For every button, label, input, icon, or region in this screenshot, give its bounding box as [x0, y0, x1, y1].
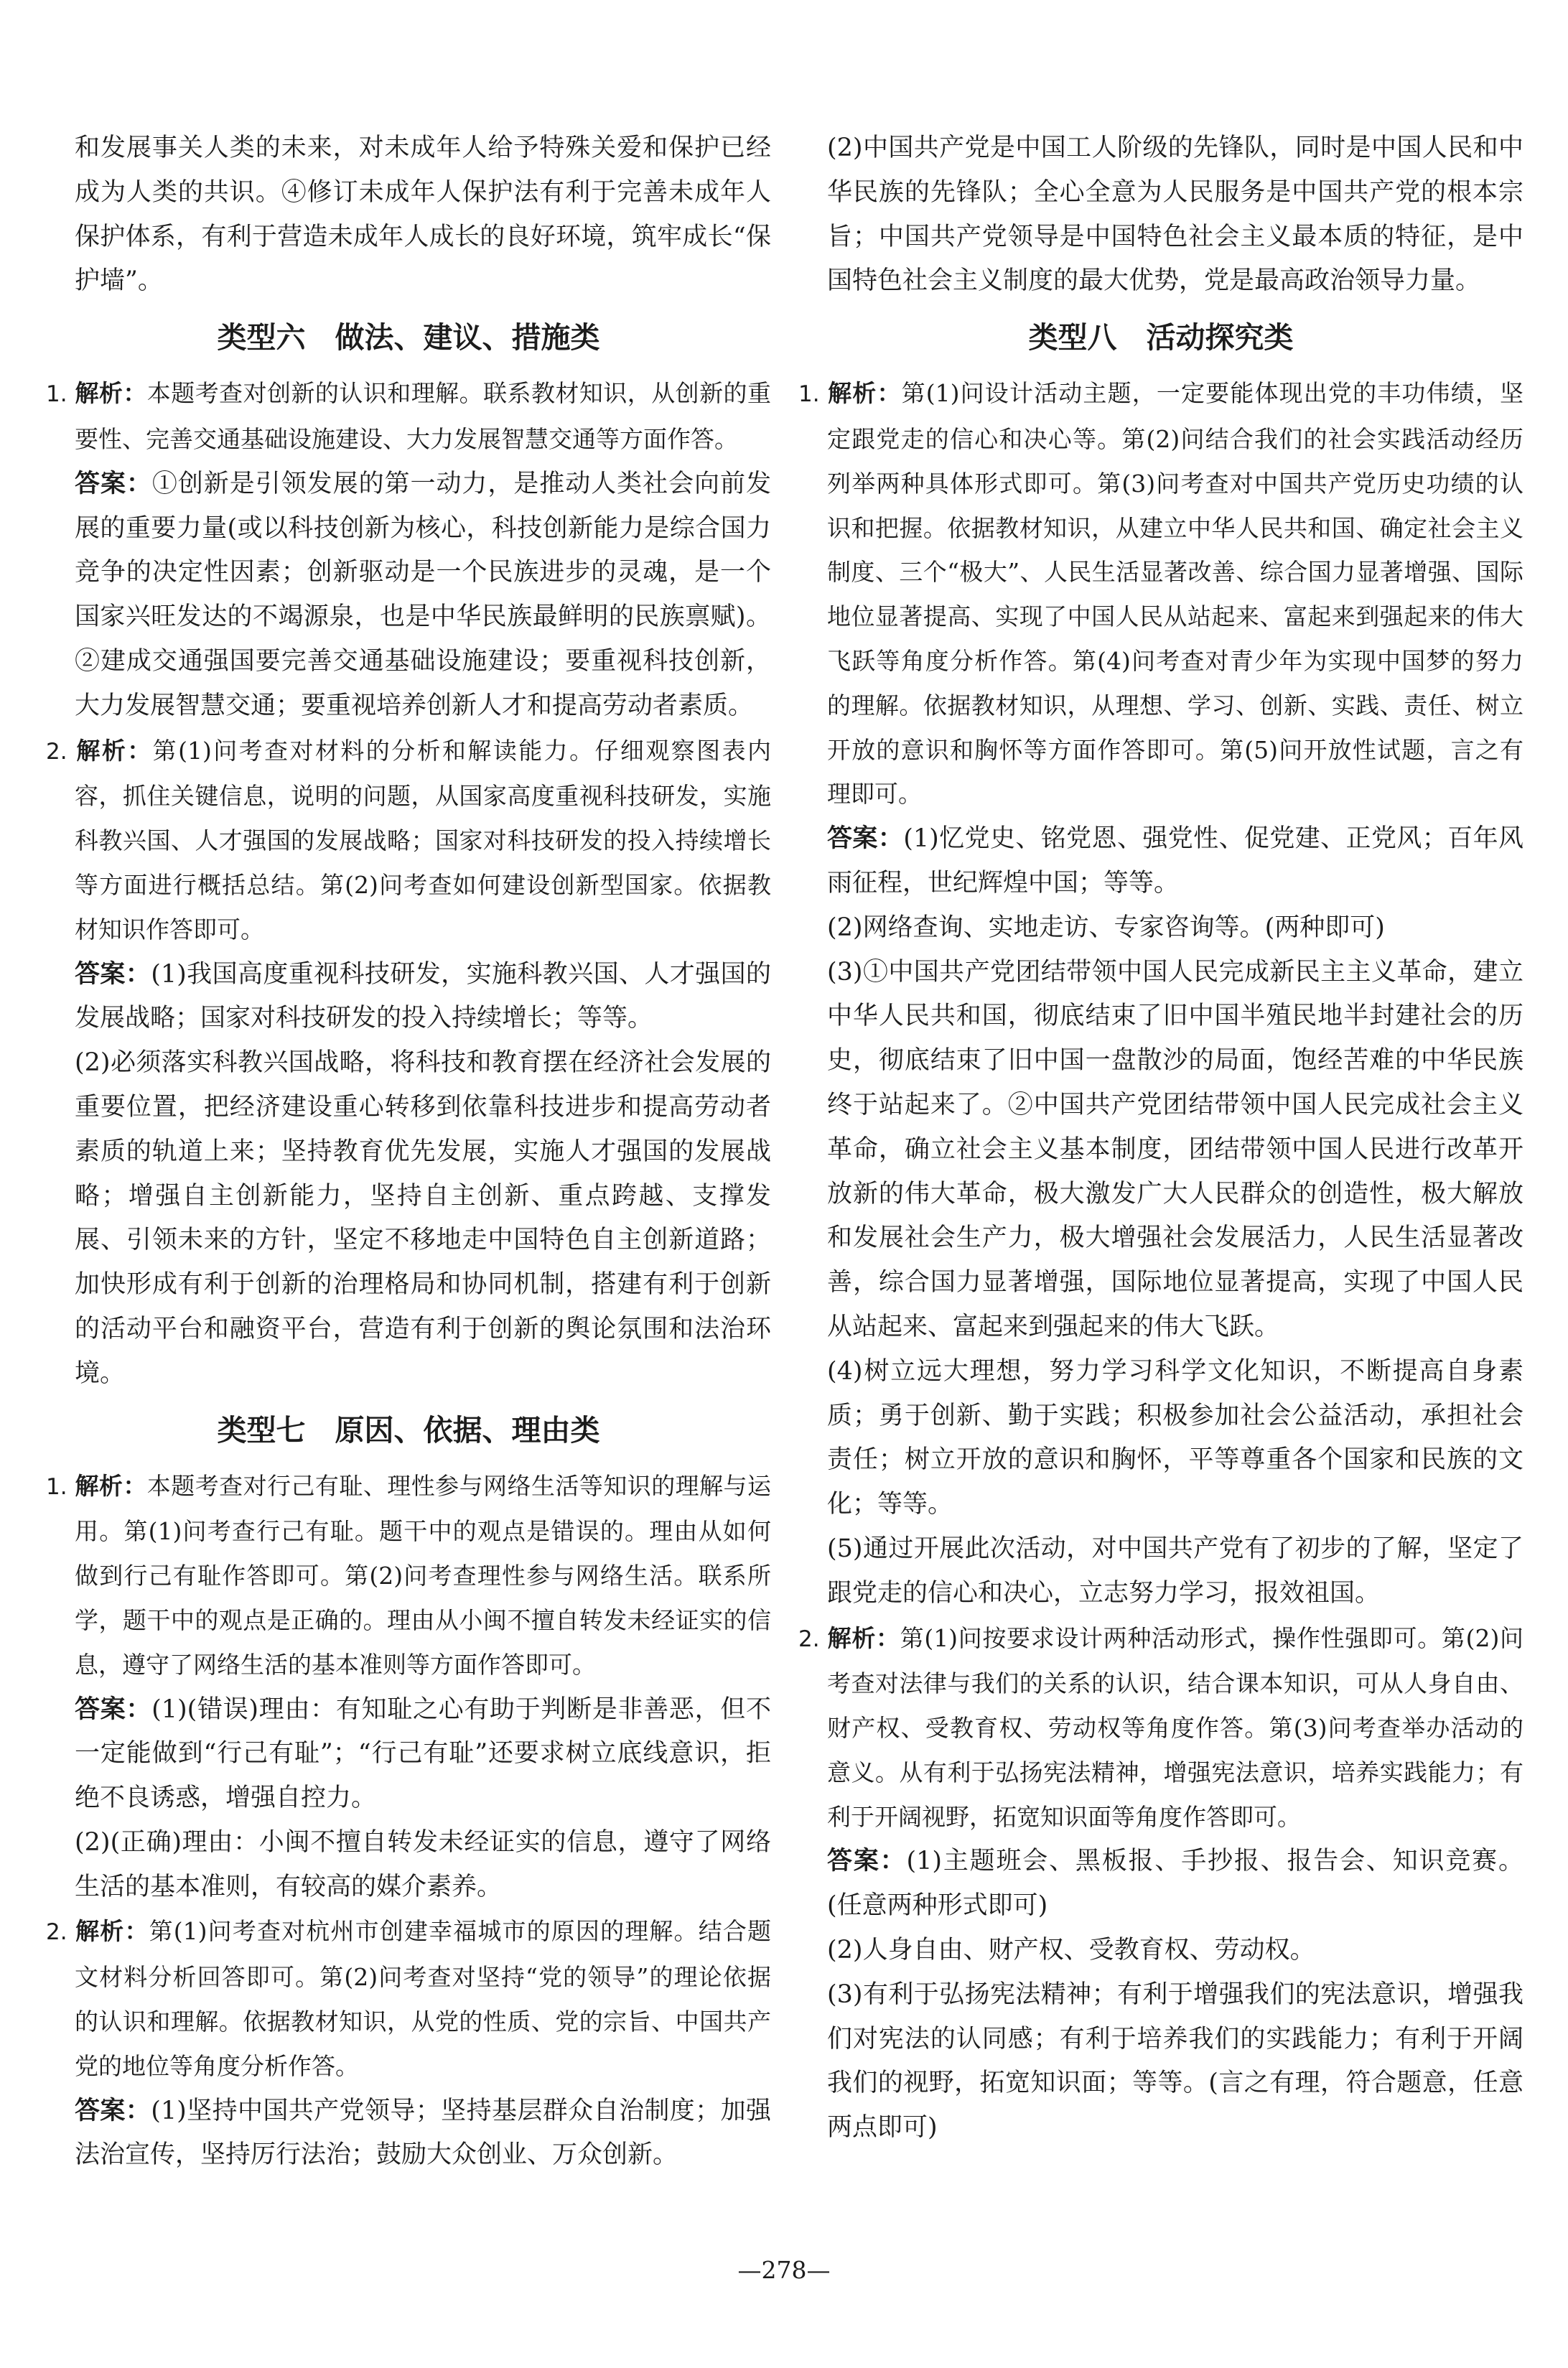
s7-q2-analysis [46, 1909, 771, 2088]
analysis-text: 本题考查对创新的认识和理解。联系教材知识，从创新的重要性、完善交通基础设施建设、大力发展智慧交通等方面作答。 [75, 379, 772, 453]
answer-text: (1)坚持中国共产党领导；坚持基层群众自治制度；加强法治宣传，坚持厉行法治；鼓励大众创业、万众创新。 [75, 2096, 771, 2170]
answer-text: (1)主题班会、黑板报、手抄报、报告会、知识竞赛。(任意两种形式即可) [827, 1847, 1523, 1921]
s8-q1-answer [798, 816, 1523, 906]
analysis-text: 第(1)问考查对材料的分析和解读能力。仔细观察图表内容，抓住关键信息，说明的问题，从国家高度重视科技研发，实施科教兴国、人才强国的发展战略；国家对科技研发的投入持续增长等方面进行概括总结。第(2)问考查如何建设创新型国家。依据教材知识作答即可。 [75, 736, 771, 943]
s6-q2-answer [46, 952, 771, 1042]
answer-text: (1)我国高度重视科技研发，实施科教兴国、人才强国的发展战略；国家对科技研发的投入持续增长；等等。 [75, 959, 771, 1033]
s8-q2-answer-part2: (2)人身自由、财产权、受教育权、劳动权。 [827, 1936, 1315, 1965]
s7-q1-answer-part2: (2)(正确)理由：小闽不擅自转发未经证实的信息，遵守了网络生活的基本准则，有较高的媒介素养。 [75, 1827, 771, 1901]
s7-q1-analysis [46, 1464, 771, 1687]
left-intro-paragraph: 和发展事关人类的未来，对未成年人给予特殊关爱和保护已经成为人类的共识。④修订未成年人保护法有利于完善未成年人保护体系，有利于营造未成年人成长的良好环境，筑牢成长“保护墙”。 [75, 134, 771, 296]
analysis-text: 第(1)问按要求设计两种活动形式，操作性强即可。第(2)问考查对法律与我们的关系的认识，结合课本知识，可从人身自由、财产权、受教育权、劳动权等角度作答。第(3)问考查举办活动的意义。从有利于弘扬宪法精神，增强宪法意识，培养实践能力；有利于开阔视野，拓宽知识面等角度作答即可。 [827, 1623, 1524, 1831]
answer-text: (1)忆党史、铭党恩、强党性、促党建、正党风；百年风雨征程，世纪辉煌中国；等等。 [827, 824, 1523, 898]
s6-q1-answer [46, 462, 771, 729]
s8-q2-number: 2. [798, 1626, 820, 1652]
analysis-label: 解析： [75, 1471, 147, 1500]
analysis-label: 解析： [75, 1917, 149, 1946]
s8-q2-answer [798, 1839, 1523, 1929]
s6-q2-answer-part2: (2)必须落实科教兴国战略，将科技和教育摆在经济社会发展的重要位置，把经济建设重心转移到依靠科技进步和提高劳动者素质的轨道上来；坚持教育优先发展，实施人才强国的发展战略；增强自主创新能力，坚持自主创新、重点跨越、支撑发展、引领未来的方针，坚定不移地走中国特色自主创新道路；加快形成有利于创新的治理格局和协同机制，搭建有利于创新的活动平台和融资平台，营造有利于创新的舆论氛围和法治环境。 [75, 1048, 771, 1388]
s7-q1-answer [46, 1687, 771, 1821]
section-heading-type8: 类型八 活动探究类 [1028, 320, 1294, 355]
s7-q2-number: 2. [46, 1919, 67, 1946]
s7-q2-answer [46, 2089, 771, 2178]
analysis-label: 解析： [75, 736, 153, 765]
section-heading-type6: 类型六 做法、建议、措施类 [217, 320, 600, 355]
analysis-text: 第(1)问设计活动主题，一定要能体现出党的丰功伟绩，坚定跟党走的信心和决心等。第(2)问结合我们的社会实践活动经历列举两种具体形式即可。第(3)问考查对中国共产党历史功绩的认识和把握。依据教材知识，从建立中华人民共和国、确定社会主义制度、三个“极大”、人民生活显著改善、综合国力显著增强、国际地位显著提高、实现了中国人民从站起来、富起来到强起来的伟大飞跃等角度分析作答。第(4)问考查对青少年为实现中国梦的努力的理解。依据教材知识，从理想、学习、创新、实践、责任、树立开放的意识和胸怀等方面作答即可。第(5)问开放性试题，言之有理即可。 [827, 379, 1523, 808]
s8-q2-answer-part3: (3)有利于弘扬宪法精神；有利于增强我们的宪法意识，增强我们对宪法的认同感；有利于培养我们的实践能力；有利于开阔我们的视野，拓宽知识面；等等。(言之有理，符合题意，任意两点即可) [827, 1980, 1523, 2143]
analysis-label: 解析： [827, 379, 902, 408]
analysis-text: 第(1)问考查对杭州市创建幸福城市的原因的理解。结合题文材料分析回答即可。第(2)问考查对坚持“党的领导”的理论依据的认识和理解。依据教材知识，从党的性质、党的宗旨、中国共产党的地位等角度分析作答。 [75, 1917, 771, 2080]
answer-label: 答案： [75, 959, 151, 989]
section-heading-type7: 类型七 原因、依据、理由类 [217, 1412, 600, 1448]
right-column [798, 126, 1523, 2150]
answer-label: 答案： [75, 468, 152, 498]
answer-label: 答案： [827, 824, 904, 854]
answer-text: ①创新是引领发展的第一动力，是推动人类社会向前发展的重要力量(或以科技创新为核心，科技创新能力是综合国力竞争的决定性因素；创新驱动是一个民族进步的灵魂，是一个国家兴旺发达的不竭源泉，也是中华民族最鲜明的民族禀赋)。②建成交通强国要完善交通基础设施建设；要重视科技创新，大力发展智慧交通；要重视培养创新人才和提高劳动者素质。 [75, 469, 771, 720]
s8-q1-answer-part2: (2)网络查询、实地走访、专家咨询等。(两种即可) [827, 913, 1385, 942]
analysis-label: 解析： [75, 379, 147, 408]
page-number: —278— [737, 2256, 831, 2284]
s8-q1-answer-part3: (3)①中国共产党团结带领中国人民完成新民主主义革命，建立中华人民共和国，彻底结束了旧中国半殖民地半封建社会的历史，彻底结束了旧中国一盘散沙的局面，饱经苦难的中华民族终于站起来了。②中国共产党团结带领中国人民完成社会主义革命，确立社会主义基本制度，团结带领中国人民进行改革开放新的伟大革命，极大激发广大人民群众的创造性，极大解放和发展社会生产力，极大增强社会发展活力，人民生活显著改善，综合国力显著增强，国际地位显著提高，实现了中国人民从站起来、富起来到强起来的伟大飞跃。 [827, 957, 1523, 1341]
right-intro-paragraph: (2)中国共产党是中国工人阶级的先锋队，同时是中国人民和中华民族的先锋队；全心全意为人民服务是中国共产党的根本宗旨；中国共产党领导是中国特色社会主义最本质的特征，是中国特色社会主义制度的最大优势，党是最高政治领导力量。 [827, 134, 1523, 296]
analysis-label: 解析： [827, 1623, 900, 1652]
s7-q1-number: 1. [46, 1473, 67, 1500]
s8-q1-analysis [798, 371, 1523, 816]
analysis-text: 本题考查对行己有耻、理性参与网络生活等知识的理解与运用。第(1)问考查行己有耻。题干中的观点是错误的。理由从如何做到行己有耻作答即可。第(2)问考查理性参与网络生活。联系所学，题干中的观点是正确的。理由从小闽不擅自转发未经证实的信息，遵守了网络生活的基本准则等方面作答即可。 [75, 1471, 772, 1679]
s8-q2-analysis [798, 1616, 1523, 1840]
s8-q1-answer-part5: (5)通过开展此次活动，对中国共产党有了初步的了解，坚定了跟党走的信心和决心，立志努力学习，报效祖国。 [827, 1534, 1523, 1608]
s6-q1-analysis [46, 371, 771, 462]
answer-label: 答案： [827, 1846, 907, 1876]
answer-label: 答案： [75, 2095, 151, 2125]
s8-q1-answer-part4: (4)树立远大理想，努力学习科学文化知识，不断提高自身素质；勇于创新、勤于实践；积极参加社会公益活动，承担社会责任；树立开放的意识和胸怀，平等尊重各个国家和民族的文化；等等。 [827, 1356, 1523, 1519]
s6-q1-number: 1. [46, 381, 67, 408]
s6-q2-analysis [46, 729, 771, 952]
answer-label: 答案： [75, 1694, 152, 1724]
left-column [46, 126, 771, 2178]
s6-q2-number: 2. [46, 738, 67, 765]
s8-q1-number: 1. [798, 381, 820, 408]
answer-text: (1)(错误)理由：有知耻之心有助于判断是非善恶，但不一定能做到“行己有耻”；“行己有耻”还要求树立底线意识，拒绝不良诱惑，增强自控力。 [75, 1695, 771, 1813]
